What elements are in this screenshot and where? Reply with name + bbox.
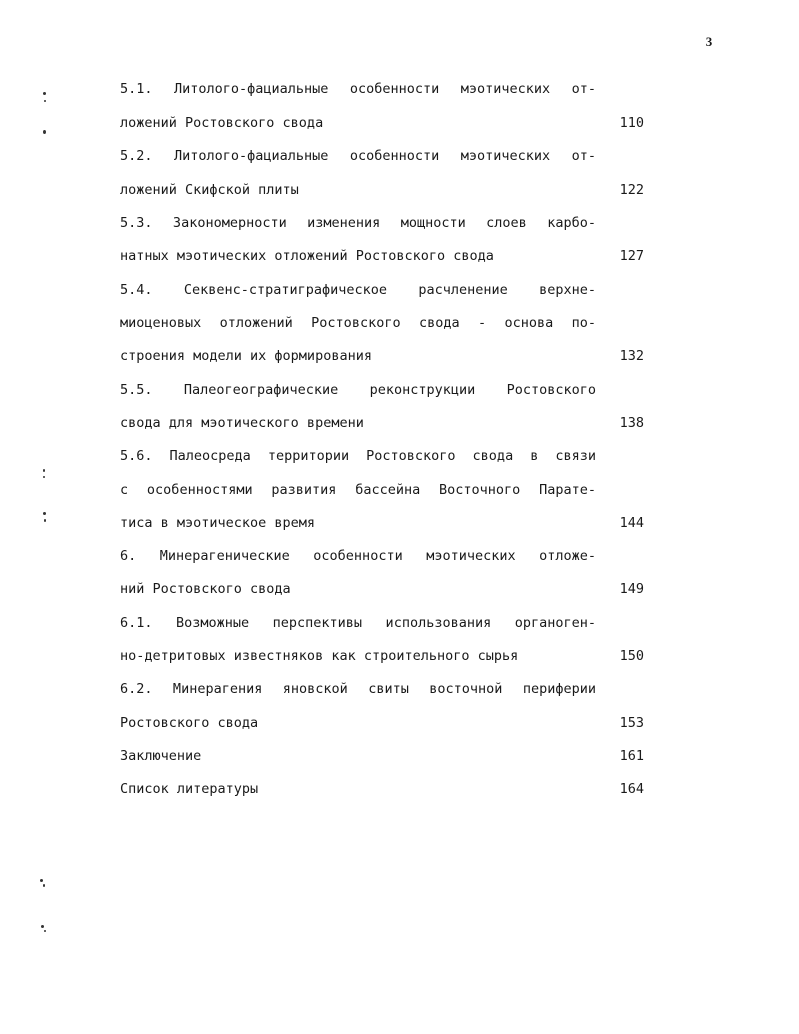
toc-entry-page: 138: [619, 415, 644, 431]
toc-entry-line: 5.6. Палеосреда территории Ростовского свода в связи: [120, 448, 596, 464]
toc-entry-line: натных мэотических отложений Ростовского свода: [120, 248, 494, 264]
toc-entry-page: 149: [619, 581, 644, 597]
scan-speck: [40, 879, 43, 882]
toc-entry-line: свода для мэотического времени: [120, 415, 364, 431]
toc-entry-page: 144: [619, 515, 644, 531]
toc-entry-page: 127: [619, 248, 644, 264]
scan-speck: [43, 130, 46, 134]
toc-entry-page: 132: [619, 348, 644, 364]
toc-entry-line: тиса в мэотическое время: [120, 515, 316, 531]
page-number: 3: [705, 34, 713, 49]
scan-speck: [44, 519, 46, 522]
toc-entry-line: 5.4. Секвенс-стратиграфическое расчленение верхне-: [120, 282, 596, 298]
toc-entry-page: 110: [619, 115, 644, 131]
scan-speck: [43, 476, 45, 478]
scan-speck: [44, 930, 46, 932]
toc-entry-line: с особенностями развития бассейна Восточного Парате-: [120, 482, 596, 498]
toc-entry-line: 6.2. Минерагения яновской свиты восточной периферии: [120, 681, 596, 697]
scan-speck: [43, 512, 46, 515]
scan-speck: [43, 469, 45, 472]
toc-entry-page: 150: [619, 648, 644, 664]
toc-entry-line: Список литературы: [120, 781, 259, 797]
toc-entry-line: ложений Скифской плиты: [120, 182, 299, 198]
scan-speck: [43, 884, 45, 887]
toc-entry-line: Ростовского свода: [120, 715, 259, 731]
toc-entry-line: Заключение: [120, 748, 202, 764]
toc-entry-line: миоценовых отложений Ростовского свода - основа по-: [120, 315, 596, 331]
toc-entry-line: строения модели их формирования: [120, 348, 372, 364]
scan-speck: [44, 100, 46, 102]
toc-entry-line: 6.1. Возможные перспективы использования органоген-: [120, 615, 596, 631]
toc-entry-line: 5.1. Литолого-фациальные особенности мэотических от-: [120, 81, 596, 97]
toc-entry-line: 5.3. Закономерности изменения мощности слоев карбо-: [120, 215, 596, 231]
toc-entry-page: 153: [619, 715, 644, 731]
toc-entry-line: 5.5. Палеогеографические реконструкции Ростовского: [120, 382, 596, 398]
toc-entry-page: 122: [619, 182, 644, 198]
toc-entry-line: 6. Минерагенические особенности мэотических отложе-: [120, 548, 596, 564]
scan-speck: [43, 92, 46, 95]
toc-entry-page: 161: [619, 748, 644, 764]
toc-entry-line: 5.2. Литолого-фациальные особенности мэотических от-: [120, 148, 596, 164]
toc-entry-page: 164: [619, 781, 644, 797]
toc-entry-line: ложений Ростовского свода: [120, 115, 324, 131]
toc-entry-line: но-детритовых известняков как строительного сырья: [120, 648, 519, 664]
toc-entry-line: ний Ростовского свода: [120, 581, 291, 597]
scan-speck: [41, 925, 44, 928]
